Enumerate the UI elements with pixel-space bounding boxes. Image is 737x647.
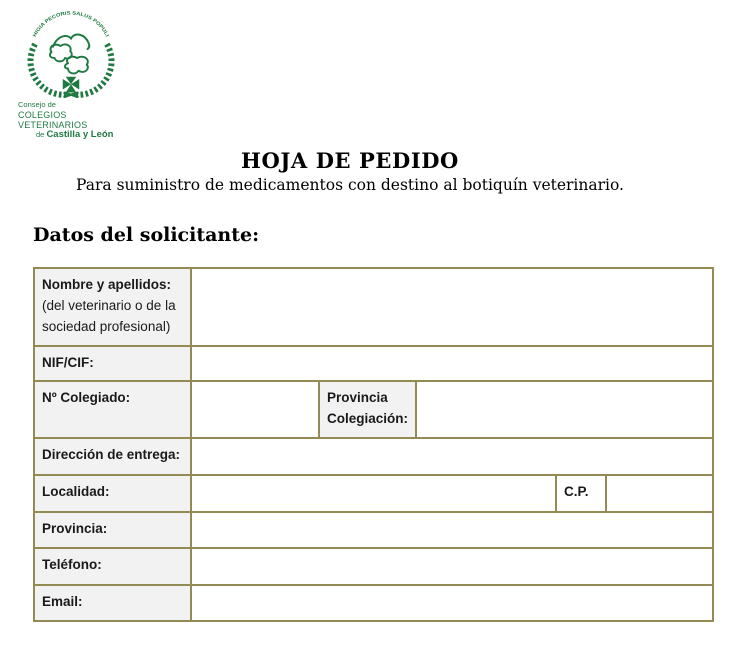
field-label-telefono: Teléfono:	[34, 548, 191, 585]
row-localidad	[34, 475, 713, 512]
field-label-nombre-sub: (del veterinario o de la sociedad profesional)	[42, 298, 176, 334]
nif-input-cell[interactable]	[191, 346, 713, 381]
row-direccion	[34, 438, 713, 475]
sheep-outline-icon	[65, 57, 88, 74]
row-colegiado	[34, 381, 713, 438]
cross-icon	[63, 77, 80, 93]
row-nif	[34, 346, 713, 381]
logo-caption	[14, 101, 134, 141]
field-label-nombre	[34, 268, 191, 346]
svg-text:HIGIA PECORIS SALUS POPULI	[32, 10, 110, 38]
nombre-input-cell[interactable]	[191, 268, 713, 346]
logo-motto: HIGIA PECORIS SALUS POPULI	[32, 11, 109, 39]
colegiado-input-cell[interactable]	[191, 381, 319, 438]
cp-input-cell[interactable]	[606, 475, 713, 512]
field-label-email: Email:	[34, 585, 191, 621]
field-label-nombre-main: Nombre y apellidos:	[42, 277, 172, 292]
wreath-left	[31, 43, 67, 95]
direccion-input-cell[interactable]	[191, 438, 713, 475]
email-input-cell[interactable]	[191, 585, 713, 621]
field-label-direccion: Dirección de entrega:	[34, 438, 191, 475]
logo-caption-line3	[36, 130, 134, 141]
page-title: HOJA DE PEDIDO	[241, 148, 459, 173]
page-subtitle: Para suministro de medicamentos con destino al botiquín veterinario.	[76, 176, 624, 194]
logo-caption-region: Castilla y León	[46, 129, 114, 141]
applicant-form-table	[33, 267, 714, 622]
section-heading: Datos del solicitante:	[33, 224, 260, 246]
veterinary-emblem-icon	[18, 4, 124, 100]
field-label-nif: NIF/CIF:	[34, 346, 191, 381]
row-telefono	[34, 548, 713, 585]
field-label-provincia-colegiacion: Provincia Colegiación:	[319, 381, 416, 438]
row-nombre	[34, 268, 713, 346]
field-label-localidad: Localidad:	[34, 475, 191, 512]
localidad-input-cell[interactable]	[191, 475, 556, 512]
logo-caption-line2: COLEGIOS VETERINARIOS	[18, 109, 88, 130]
telefono-input-cell[interactable]	[191, 548, 713, 585]
provincia-colegiacion-input-cell[interactable]	[416, 381, 713, 438]
row-provincia	[34, 512, 713, 548]
field-label-provincia: Provincia:	[34, 512, 191, 548]
provincia-input-cell[interactable]	[191, 512, 713, 548]
title-block	[0, 148, 700, 194]
field-label-cp: C.P.	[556, 475, 606, 512]
logo-caption-line1: Consejo de	[18, 100, 56, 109]
row-email	[34, 585, 713, 621]
org-logo	[14, 4, 134, 141]
logo-caption-de: de	[36, 130, 45, 140]
wreath-right	[76, 43, 112, 95]
field-label-colegiado: Nº Colegiado:	[34, 381, 191, 438]
